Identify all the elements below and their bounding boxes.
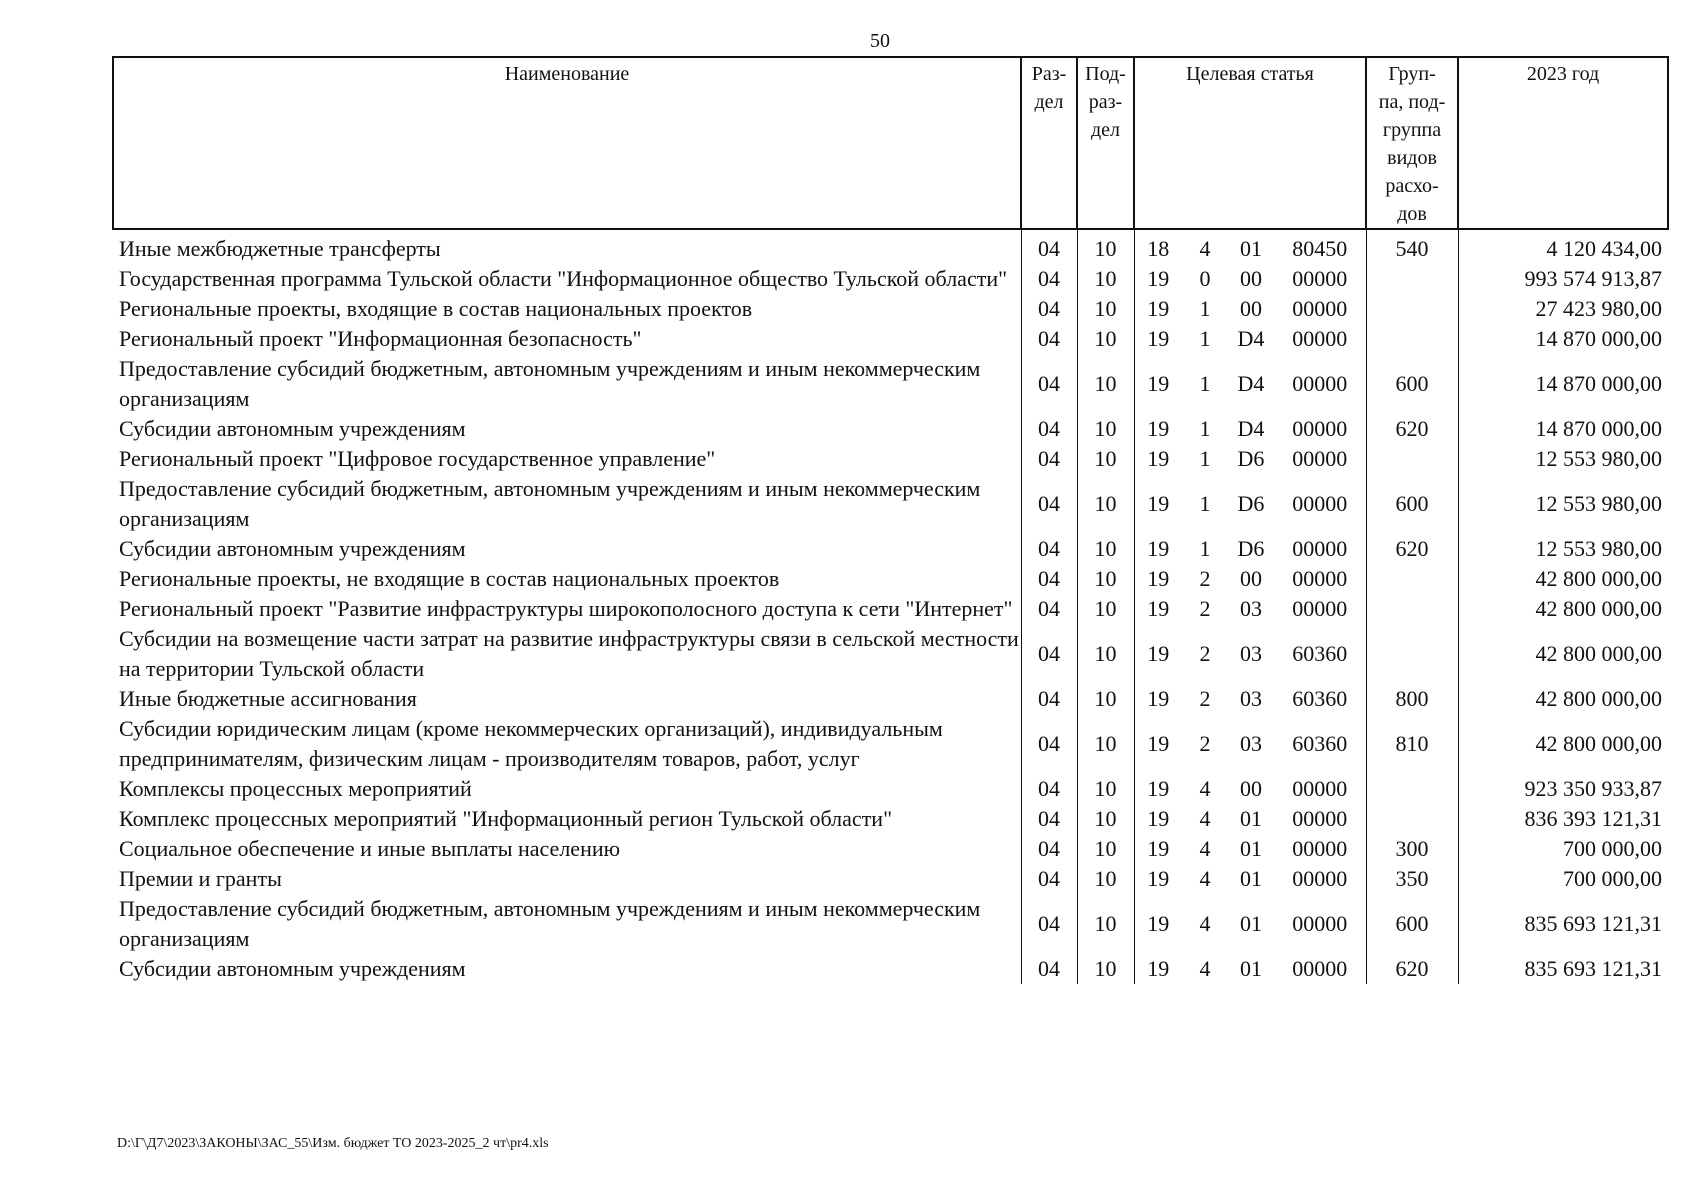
cell-cs1: 19: [1134, 264, 1182, 294]
table-header: [113, 57, 1668, 229]
cell-name: Региональные проекты, не входящие в состав национальных проектов: [119, 566, 780, 591]
cell-razdel: 04: [1021, 229, 1077, 264]
cell-name: Комплекс процессных мероприятий "Информационный регион Тульской области": [119, 806, 893, 831]
cell-razdel: 04: [1021, 624, 1077, 684]
cell-razdel: 04: [1021, 324, 1077, 354]
cell-cs4: 00000: [1292, 806, 1348, 831]
cell-group: [1366, 444, 1458, 474]
header-group: [1366, 57, 1458, 229]
header-group-line1: Груп-: [1388, 63, 1436, 85]
header-target: [1134, 57, 1366, 229]
cell-amount: 700 000,00: [1458, 864, 1668, 894]
cell-name: Премии и гранты: [119, 866, 282, 891]
cell-cs3: 01: [1240, 956, 1262, 981]
cell-amount: 27 423 980,00: [1458, 294, 1668, 324]
header-year-label: 2023 год: [1526, 63, 1600, 85]
cell-cs4: 00000: [1292, 491, 1348, 516]
cell-razdel: 04: [1021, 954, 1077, 984]
cell-cs3: 00: [1240, 266, 1262, 291]
cell-cs2: 4: [1199, 956, 1211, 981]
cell-cs1: 19: [1134, 324, 1182, 354]
table-row: [113, 804, 1668, 834]
table-row: [113, 954, 1668, 984]
cell-cs1: 19: [1134, 834, 1182, 864]
cell-name: Иные межбюджетные трансферты: [119, 236, 441, 261]
cell-name: Региональный проект "Развитие инфраструктуры широкополосного доступа к сети "Интернет": [119, 596, 1013, 621]
cell-amount: 835 693 121,31: [1458, 954, 1668, 984]
cell-razdel: 04: [1021, 354, 1077, 414]
table-row: [113, 684, 1668, 714]
cell-group: 620: [1366, 534, 1458, 564]
cell-name: Региональные проекты, входящие в состав национальных проектов: [119, 296, 753, 321]
cell-group: [1366, 624, 1458, 684]
cell-podrazdel: 10: [1077, 264, 1134, 294]
cell-group: 600: [1366, 894, 1458, 954]
table-row: [113, 414, 1668, 444]
cell-amount: 42 800 000,00: [1458, 624, 1668, 684]
cell-name: Субсидии автономным учреждениям: [119, 416, 466, 441]
table-row: [113, 354, 1668, 414]
cell-cs1: 19: [1134, 864, 1182, 894]
cell-cs2: 1: [1199, 371, 1211, 396]
header-group-line2: па, под-: [1378, 91, 1446, 113]
cell-name: Государственная программа Тульской области "Информационное общество Тульской области": [119, 266, 1008, 291]
cell-cs1: 19: [1134, 894, 1182, 954]
header-year: [1458, 57, 1668, 229]
cell-cs1: 19: [1134, 954, 1182, 984]
cell-amount: 700 000,00: [1458, 834, 1668, 864]
header-podrazdel-line3: дел: [1090, 119, 1121, 141]
cell-cs4: 60360: [1292, 641, 1348, 666]
cell-cs2: 2: [1199, 566, 1211, 591]
cell-razdel: 04: [1021, 894, 1077, 954]
cell-name: Предоставление субсидий бюджетным, автономным учреждениям и иным некоммерческим организациям: [119, 476, 981, 531]
cell-podrazdel: 10: [1077, 954, 1134, 984]
table-row: [113, 714, 1668, 774]
cell-amount: 42 800 000,00: [1458, 714, 1668, 774]
cell-name: Предоставление субсидий бюджетным, автономным учреждениям и иным некоммерческим организациям: [119, 356, 981, 411]
cell-group: 620: [1366, 954, 1458, 984]
cell-name: Субсидии автономным учреждениям: [119, 956, 466, 981]
cell-razdel: 04: [1021, 264, 1077, 294]
cell-cs1: 19: [1134, 594, 1182, 624]
cell-group: 810: [1366, 714, 1458, 774]
cell-podrazdel: 10: [1077, 804, 1134, 834]
cell-amount: 836 393 121,31: [1458, 804, 1668, 834]
cell-cs2: 1: [1199, 296, 1211, 321]
cell-group: 800: [1366, 684, 1458, 714]
cell-cs2: 1: [1199, 536, 1211, 561]
cell-cs1: 19: [1134, 474, 1182, 534]
cell-razdel: 04: [1021, 714, 1077, 774]
cell-name: Социальное обеспечение и иные выплаты населению: [119, 836, 621, 861]
header-group-line6: дов: [1397, 203, 1427, 225]
cell-name: Субсидии на возмещение части затрат на развитие инфраструктуры связи в сельской местности на территории Тульской области: [119, 626, 1019, 681]
cell-group: 350: [1366, 864, 1458, 894]
cell-cs3: 03: [1240, 596, 1262, 621]
cell-razdel: 04: [1021, 864, 1077, 894]
cell-razdel: 04: [1021, 594, 1077, 624]
cell-razdel: 04: [1021, 444, 1077, 474]
cell-podrazdel: 10: [1077, 294, 1134, 324]
header-name-label: Наименование: [504, 63, 630, 85]
table-row: [113, 834, 1668, 864]
cell-cs3: 00: [1240, 296, 1262, 321]
cell-cs3: D6: [1237, 446, 1265, 471]
cell-cs3: 01: [1240, 911, 1262, 936]
cell-cs3: D4: [1237, 371, 1265, 396]
cell-cs4: 00000: [1292, 911, 1348, 936]
header-podrazdel: [1077, 57, 1134, 229]
header-razdel-line1: Раз-: [1031, 63, 1067, 85]
table-row: [113, 229, 1668, 264]
cell-cs3: D4: [1237, 326, 1265, 351]
cell-cs2: 4: [1199, 776, 1211, 801]
header-group-line5: расхо-: [1385, 175, 1439, 197]
cell-cs2: 1: [1199, 491, 1211, 516]
cell-cs1: 19: [1134, 444, 1182, 474]
table-row: [113, 294, 1668, 324]
header-razdel-line2: дел: [1034, 91, 1064, 113]
cell-cs1: 19: [1134, 354, 1182, 414]
cell-cs2: 4: [1199, 236, 1211, 261]
cell-podrazdel: 10: [1077, 229, 1134, 264]
cell-podrazdel: 10: [1077, 444, 1134, 474]
cell-cs4: 60360: [1292, 731, 1348, 756]
cell-cs1: 19: [1134, 684, 1182, 714]
cell-group: [1366, 564, 1458, 594]
table-row: [113, 534, 1668, 564]
cell-cs2: 4: [1199, 866, 1211, 891]
cell-cs4: 00000: [1292, 566, 1348, 591]
cell-podrazdel: 10: [1077, 714, 1134, 774]
cell-razdel: 04: [1021, 774, 1077, 804]
cell-cs1: 19: [1134, 534, 1182, 564]
cell-podrazdel: 10: [1077, 474, 1134, 534]
cell-cs2: 4: [1199, 911, 1211, 936]
page-number: 50: [870, 30, 890, 52]
cell-amount: 12 553 980,00: [1458, 474, 1668, 534]
cell-cs1: 18: [1134, 229, 1182, 264]
table-row: [113, 864, 1668, 894]
budget-table: [112, 56, 1669, 984]
table-row: [113, 894, 1668, 954]
cell-cs3: D6: [1237, 536, 1265, 561]
cell-amount: 42 800 000,00: [1458, 564, 1668, 594]
cell-amount: 42 800 000,00: [1458, 684, 1668, 714]
cell-razdel: 04: [1021, 564, 1077, 594]
header-group-line4: видов: [1387, 147, 1437, 169]
cell-podrazdel: 10: [1077, 414, 1134, 444]
cell-cs3: 03: [1240, 686, 1262, 711]
cell-amount: 12 553 980,00: [1458, 534, 1668, 564]
cell-amount: 835 693 121,31: [1458, 894, 1668, 954]
cell-amount: 14 870 000,00: [1458, 414, 1668, 444]
cell-podrazdel: 10: [1077, 774, 1134, 804]
cell-podrazdel: 10: [1077, 594, 1134, 624]
cell-group: 600: [1366, 354, 1458, 414]
cell-name: Региональный проект "Цифровое государственное управление": [119, 446, 716, 471]
cell-cs4: 00000: [1292, 776, 1348, 801]
cell-amount: 14 870 000,00: [1458, 324, 1668, 354]
cell-group: 620: [1366, 414, 1458, 444]
cell-name: Региональный проект "Информационная безопасность": [119, 326, 642, 351]
cell-cs2: 2: [1199, 686, 1211, 711]
cell-podrazdel: 10: [1077, 624, 1134, 684]
cell-cs4: 60360: [1292, 686, 1348, 711]
cell-name: Комплексы процессных мероприятий: [119, 776, 472, 801]
cell-podrazdel: 10: [1077, 534, 1134, 564]
cell-cs2: 2: [1199, 731, 1211, 756]
cell-razdel: 04: [1021, 474, 1077, 534]
cell-razdel: 04: [1021, 534, 1077, 564]
cell-cs1: 19: [1134, 564, 1182, 594]
cell-amount: 14 870 000,00: [1458, 354, 1668, 414]
header-podrazdel-line2: раз-: [1088, 91, 1123, 113]
cell-podrazdel: 10: [1077, 354, 1134, 414]
cell-amount: 12 553 980,00: [1458, 444, 1668, 474]
cell-cs2: 0: [1199, 266, 1211, 291]
cell-group: 300: [1366, 834, 1458, 864]
cell-cs2: 2: [1199, 596, 1211, 621]
cell-group: [1366, 594, 1458, 624]
cell-group: 540: [1366, 229, 1458, 264]
cell-razdel: 04: [1021, 804, 1077, 834]
cell-cs1: 19: [1134, 294, 1182, 324]
cell-amount: 4 120 434,00: [1458, 229, 1668, 264]
table-row: [113, 594, 1668, 624]
table-row: [113, 324, 1668, 354]
cell-amount: 993 574 913,87: [1458, 264, 1668, 294]
table-row: [113, 474, 1668, 534]
cell-cs2: 4: [1199, 806, 1211, 831]
table-row: [113, 444, 1668, 474]
cell-cs4: 00000: [1292, 266, 1348, 291]
cell-cs1: 19: [1134, 414, 1182, 444]
header-target-label: Целевая статья: [1186, 63, 1314, 85]
cell-cs4: 00000: [1292, 596, 1348, 621]
cell-name: Субсидии автономным учреждениям: [119, 536, 466, 561]
cell-cs3: 01: [1240, 236, 1262, 261]
cell-name: Предоставление субсидий бюджетным, автономным учреждениям и иным некоммерческим организациям: [119, 896, 981, 951]
cell-cs3: D4: [1237, 416, 1265, 441]
cell-cs1: 19: [1134, 714, 1182, 774]
header-group-line3: группа: [1382, 119, 1442, 141]
table-row: [113, 564, 1668, 594]
cell-podrazdel: 10: [1077, 834, 1134, 864]
cell-cs3: 00: [1240, 566, 1262, 591]
header-podrazdel-line1: Под-: [1085, 63, 1126, 85]
cell-razdel: 04: [1021, 414, 1077, 444]
cell-razdel: 04: [1021, 834, 1077, 864]
cell-cs3: 01: [1240, 866, 1262, 891]
cell-group: 600: [1366, 474, 1458, 534]
cell-razdel: 04: [1021, 294, 1077, 324]
cell-cs3: 03: [1240, 731, 1262, 756]
cell-cs4: 00000: [1292, 866, 1348, 891]
cell-podrazdel: 10: [1077, 864, 1134, 894]
table-row: [113, 264, 1668, 294]
cell-cs2: 1: [1199, 326, 1211, 351]
cell-group: [1366, 294, 1458, 324]
cell-cs4: 00000: [1292, 296, 1348, 321]
table-body: [113, 229, 1668, 984]
cell-cs1: 19: [1134, 804, 1182, 834]
table-row: [113, 774, 1668, 804]
cell-cs4: 00000: [1292, 446, 1348, 471]
header-razdel: [1021, 57, 1077, 229]
cell-group: [1366, 804, 1458, 834]
cell-group: [1366, 264, 1458, 294]
cell-cs4: 80450: [1292, 236, 1348, 261]
cell-podrazdel: 10: [1077, 564, 1134, 594]
cell-cs2: 1: [1199, 446, 1211, 471]
cell-cs3: 01: [1240, 836, 1262, 861]
cell-group: [1366, 324, 1458, 354]
cell-cs4: 00000: [1292, 536, 1348, 561]
header-name: [113, 57, 1021, 229]
footer-file-path: D:\Г\Д7\2023\ЗАКОНЫ\ЗАС_55\Изм. бюджет ТО 2023-2025_2 чт\pr4.xls: [117, 1136, 549, 1151]
cell-group: [1366, 774, 1458, 804]
cell-cs4: 00000: [1292, 836, 1348, 861]
cell-cs2: 4: [1199, 836, 1211, 861]
cell-cs3: 00: [1240, 776, 1262, 801]
cell-podrazdel: 10: [1077, 684, 1134, 714]
cell-razdel: 04: [1021, 684, 1077, 714]
cell-podrazdel: 10: [1077, 894, 1134, 954]
cell-cs1: 19: [1134, 774, 1182, 804]
cell-cs2: 2: [1199, 641, 1211, 666]
table-row: [113, 624, 1668, 684]
cell-amount: 42 800 000,00: [1458, 594, 1668, 624]
cell-cs4: 00000: [1292, 956, 1348, 981]
cell-cs3: 03: [1240, 641, 1262, 666]
cell-cs3: 01: [1240, 806, 1262, 831]
cell-cs4: 00000: [1292, 371, 1348, 396]
cell-podrazdel: 10: [1077, 324, 1134, 354]
cell-name: Субсидии юридическим лицам (кроме некоммерческих организаций), индивидуальным предпринимателям, физическим лицам - производителям товаров, работ, услуг: [119, 716, 943, 771]
cell-cs1: 19: [1134, 624, 1182, 684]
cell-cs4: 00000: [1292, 326, 1348, 351]
cell-cs2: 1: [1199, 416, 1211, 441]
cell-name: Иные бюджетные ассигнования: [119, 686, 417, 711]
cell-cs3: D6: [1237, 491, 1265, 516]
cell-cs4: 00000: [1292, 416, 1348, 441]
cell-amount: 923 350 933,87: [1458, 774, 1668, 804]
